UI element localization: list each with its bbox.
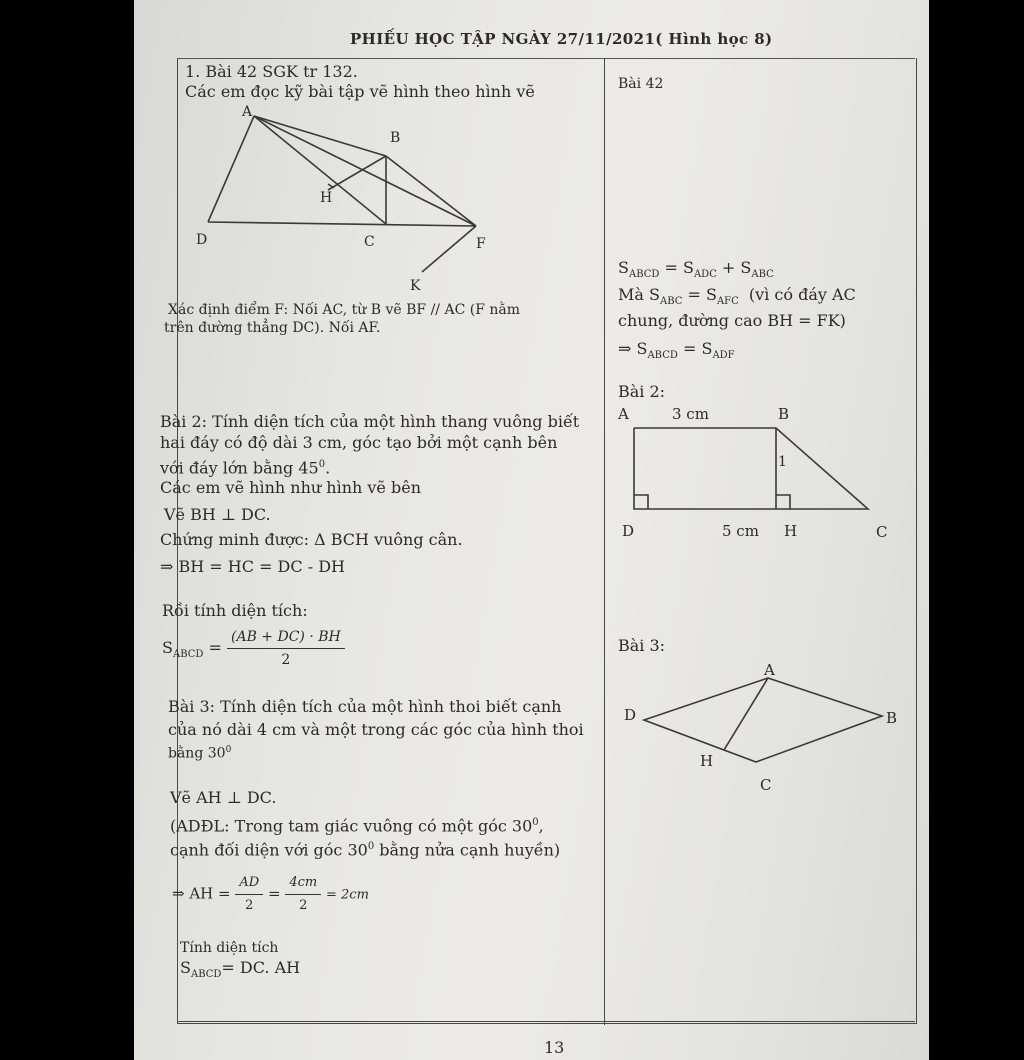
b2-label-d: D [622,522,635,540]
fig42-label-b: B [390,130,401,146]
p3-line2: của nó dài 4 cm và một trong các góc của hình thoi [168,720,584,739]
p3-ah-f2-den: 2 [299,898,308,913]
bai3-rhombus-figure [614,656,914,806]
fig42-label-f: F [476,236,486,252]
b42-eq1-mid: = S [659,258,694,277]
p3-ah-eq: = [267,884,281,903]
p2-formula-numerator: (AB + DC) · BH [227,626,345,649]
fig42-label-h: H [320,190,333,206]
b3-label-h: H [700,752,714,770]
p3-line6-degree: 0 [367,841,375,852]
p3-area-s: S [180,958,191,977]
b3-label-b: B [886,709,898,727]
p2-line3-prefix: với đáy lớn bằng 45 [160,458,319,478]
p3-line3-prefix: bằng 30 [168,745,226,762]
b42-heading: Bài 42 [618,76,664,92]
b42-eq2-sub1: ABC [659,296,683,307]
p2-line1 [160,412,602,432]
b3-heading: Bài 3: [618,636,666,655]
fig42-label-a: A [242,104,253,120]
p3-ah-prefix: ⇒ AH = [172,884,231,903]
p2-line2: hai đáy có độ dài 3 cm, góc tạo bởi một cạnh bên [160,433,558,452]
p2-formula-eq: = [208,638,222,657]
p3-line5-suffix: , [538,816,544,836]
p2-formula-sub: ABCD [172,649,204,660]
b42-eq1-sub2: ADC [693,269,717,280]
b42-eq1-s: S [618,258,629,277]
p3-ah-formula [172,872,369,917]
bai2-trapezoid-figure [614,400,914,550]
p3-ah-f1-den: 2 [245,898,254,913]
b2-label-bottom: 5 cm [722,522,759,540]
b42-eq2 [618,285,856,312]
p3-line4: Vẽ AH ⊥ DC. [170,788,277,807]
b2-label-a: A [618,405,629,423]
p2-line8: Rồi tính diện tích: [162,601,308,620]
b2-label-top: 3 cm [672,405,709,423]
b42-eq2-sub2: AFC [716,296,739,307]
p3-ah-fraction2 [285,872,321,917]
p3-line3 [168,740,231,764]
p3-ah-fraction1 [235,872,263,917]
b42-eq4-sub1: ABCD [647,350,678,361]
p3-line6 [170,837,560,860]
p2-line4: Các em vẽ hình như hình vẽ bên [160,478,421,497]
b42-eq4 [618,339,735,366]
b42-eq2-rest: (vì có đáy AC [748,285,856,304]
p3-line1: Bài 3: Tính diện tích của một hình thoi biết cạnh [168,697,562,716]
b42-eq1-sub3: ABC [751,269,774,280]
b2-label-side: 1 [778,454,787,470]
bai42-figure [194,104,494,294]
p2-formula-s: S [162,638,173,657]
p2-line7: ⇒ BH = HC = DC - DH [160,557,345,576]
b42-eq1 [618,258,774,285]
b3-label-c: C [760,776,772,794]
b2-label-h: H [784,522,798,540]
p3-line5-prefix: (ADĐL: Trong tam giác vuông có một góc 30 [170,816,533,836]
p3-line5-degree: 0 [532,817,539,828]
p3-area-label: Tính diện tích [180,940,279,956]
p2-line1-text: Bài 2: Tính diện tích của một hình thang vuông biết [160,412,580,431]
p3-line5 [170,813,544,836]
b42-eq4-pre: ⇒ S [618,339,648,358]
b42-eq1-mid2: + S [716,258,752,277]
b2-heading: Bài 2: [618,382,666,401]
page-number: 13 [544,1038,565,1057]
p2-line5: Vẽ BH ⊥ DC. [164,505,271,524]
p2-line3-suffix: . [325,458,331,478]
p2-line6: Chứng minh được: Δ BCH vuông cân. [160,530,463,549]
p2-line3 [160,455,330,478]
b3-label-d: D [624,706,637,724]
p2-formula-denominator: 2 [281,652,291,668]
b2-label-c: C [876,523,888,541]
p2-line3-degree: 0 [318,459,326,470]
fig42-label-c: C [364,234,375,250]
b42-eq3: chung, đường cao BH = FK) [618,311,846,330]
p3-area-formula [180,958,300,985]
p3-line6-prefix: cạnh đối diện với góc 30 [170,840,368,860]
p3-line3-degree: 0 [225,745,232,755]
fig42-label-k: K [410,278,421,294]
b42-eq1-sub1: ABCD [628,269,660,280]
p2-formula-fraction [227,626,345,671]
b42-eq4-mid: = S [677,339,713,358]
p1-heading: 1. Bài 42 SGK tr 132. [185,62,358,81]
p1-note-line2: trên đường thẳng DC). Nối AF. [164,320,381,336]
p3-line6-suffix: bằng nửa cạnh huyền) [374,840,561,860]
b42-eq2-mid: = S [682,285,717,304]
worksheet-page [134,0,929,1060]
p1-note-line1: Xác định điểm F: Nối AC, từ B vẽ BF // AC (F nằm [168,302,521,318]
b42-eq4-sub2: ADF [712,350,735,361]
b42-eq2-pre: Mà S [618,285,660,304]
fig42-label-d: D [196,232,208,248]
p3-ah-result: = 2cm [326,887,369,903]
column-divider [604,58,605,1025]
p3-ah-f1-num: AD [235,872,263,895]
p1-instruction: Các em đọc kỹ bài tập vẽ hình theo hình vẽ [185,82,535,101]
p3-area-sub: ABCD [190,969,222,980]
frame-bottom-line [177,1021,915,1022]
page-title: PHIẾU HỌC TẬP NGÀY 27/11/2021( Hình học 8) [350,30,773,48]
p3-ah-f2-num: 4cm [285,872,321,895]
b2-label-b: B [778,405,790,423]
b3-label-a: A [764,661,775,679]
p3-area-rhs: = DC. AH [221,958,301,977]
p2-formula [162,626,345,671]
